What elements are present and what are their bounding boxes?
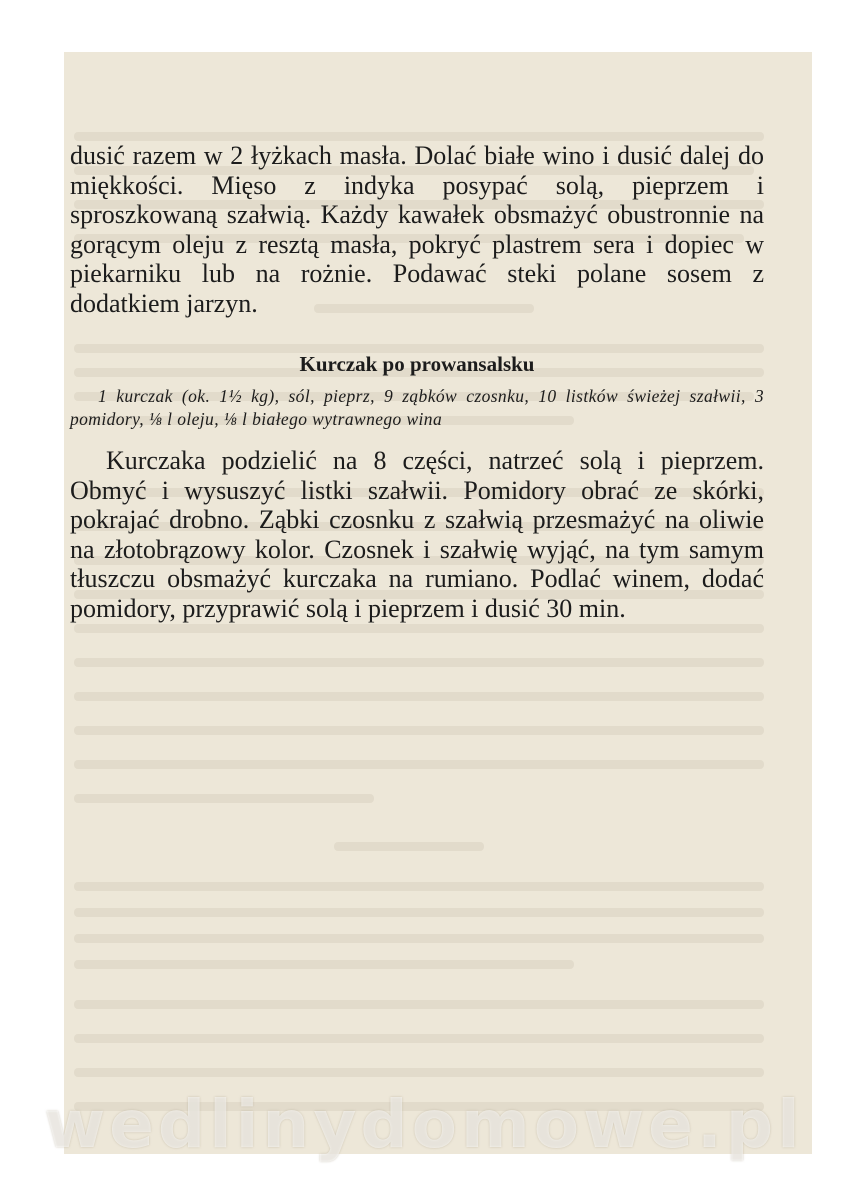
paragraph-continuation: dusić razem w 2 łyżkach masła. Dolać białe wino i dusić dalej do miękkości. Mięso z indyka posypać solą, pieprzem i sproszkowaną szałwią. Każdy kawałek obsmażyć obustronnie na gorącym oleju z resztą masła, pokryć plastrem sera i dopiec w piekarniku lub na rożnie. Podawać steki polane sosem z dodatkiem jarzyn.	[70, 141, 764, 318]
recipe-instructions: Kurczaka podzielić na 8 części, natrzeć solą i pieprzem. Obmyć i wysuszyć listki szałwii. Pomidory obrać ze skórki, pokrajać drobno. Ząbki czosnku z szałwią przesmażyć na oliwie na złotobrązowy kolor. Czosnek i szałwię wyjąć, na tym samym tłuszczu obsmażyć kurczaka na rumiano. Podlać winem, dodać pomidory, przyprawić solą i pieprzem i dusić 30 min.	[70, 446, 764, 623]
page-text	[70, 141, 764, 623]
watermark: wedlinydomowe.pl	[44, 1086, 804, 1163]
book-page	[64, 52, 812, 1154]
recipe-title: Kurczak po prowansalsku	[299, 352, 535, 376]
ingredients-list: 1 kurczak (ok. 1½ kg), sól, pieprz, 9 ząbków czosnku, 10 listków świeżej szałwii, 3 pomidory, ⅛ l oleju, ⅛ l białego wytrawnego wina	[70, 386, 764, 429]
